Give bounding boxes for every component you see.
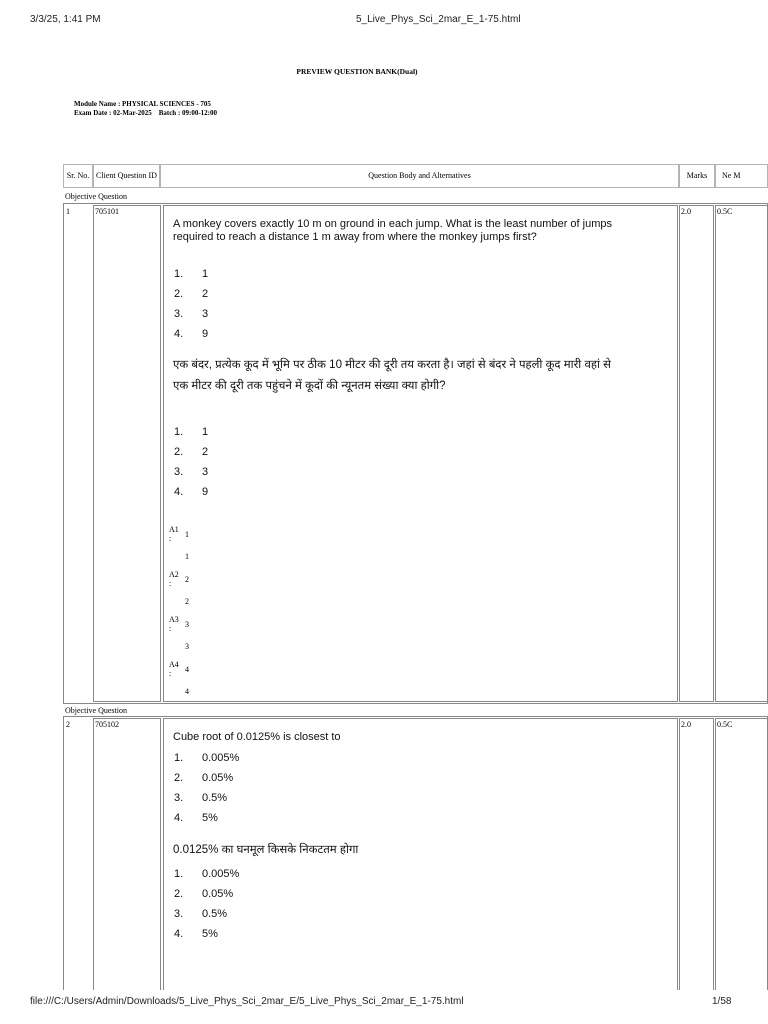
- header-sr-no: Sr. No.: [63, 164, 93, 188]
- print-file-path: file:///C:/Users/Admin/Downloads/5_Live_Phys_Sci_2mar_E/5_Live_Phys_Sci_2mar_E_1-75.html: [30, 996, 464, 1007]
- exam-date: Exam Date : 02-Mar-2025 Batch : 09:00-12:00: [74, 109, 218, 117]
- q1-option-hi-1: 1. 1: [174, 426, 209, 438]
- q1-option-en-4: 4. 9: [174, 328, 209, 340]
- q1-option-en-3: 3. 3: [174, 308, 209, 320]
- q1-option-hi-2: 2. 2: [174, 446, 209, 458]
- header-question-body: Question Body and Alternatives: [160, 164, 679, 188]
- q1-answer-label-3: A3 :: [169, 615, 179, 633]
- q2-option-hi-2: 2. 0.05%: [174, 888, 234, 900]
- q1-type: Objective Question: [65, 192, 127, 201]
- q1-answer-value-4a: 4: [185, 665, 189, 674]
- q1-sr-no: 1: [66, 207, 70, 216]
- q2-type: Objective Question: [65, 706, 127, 715]
- q1-answer-value-3b: 3: [185, 642, 189, 651]
- header-negative-marks: Ne M: [715, 164, 768, 188]
- print-doc-title: 5_Live_Phys_Sci_2mar_E_1-75.html: [356, 14, 521, 25]
- q2-option-hi-4: 4. 5%: [174, 928, 218, 940]
- q2-option-en-4: 4. 5%: [174, 812, 218, 824]
- q1-client-id: 705101: [95, 207, 119, 216]
- page-title: PREVIEW QUESTION BANK(Dual): [296, 67, 418, 76]
- q1-answer-value-2b: 2: [185, 597, 189, 606]
- q2-text-hi: 0.0125% का घनमूल किसके निकटतम होगा: [173, 844, 359, 856]
- q2-option-en-2: 2. 0.05%: [174, 772, 234, 784]
- q2-marks: 2.0: [681, 720, 691, 729]
- q2-option-hi-1: 1. 0.005%: [174, 868, 240, 880]
- q1-body-cell: [163, 205, 678, 702]
- header-client-id: Client Question ID: [93, 164, 160, 188]
- q1-answer-value-2a: 2: [185, 575, 189, 584]
- q2-option-hi-3: 3. 0.5%: [174, 908, 228, 920]
- module-name: Module Name : PHYSICAL SCIENCES - 705: [74, 100, 211, 108]
- q2-sr-no: 2: [66, 720, 70, 729]
- q1-id-cell: [93, 205, 161, 702]
- q2-marks-cell: [679, 718, 714, 990]
- q1-answer-label-4: A4 :: [169, 660, 179, 678]
- q1-answer-value-3a: 3: [185, 620, 189, 629]
- print-page-number: 1/58: [712, 996, 732, 1007]
- q1-neg-cell: [715, 205, 768, 702]
- print-datetime: 3/3/25, 1:41 PM: [30, 14, 101, 25]
- q1-answer-value-4b: 4: [185, 687, 189, 696]
- q1-option-hi-4: 4. 9: [174, 486, 209, 498]
- q2-option-en-3: 3. 0.5%: [174, 792, 228, 804]
- q2-id-cell: [93, 718, 161, 990]
- q1-marks: 2.0: [681, 207, 691, 216]
- q2-neg-cell: [715, 718, 768, 990]
- q1-marks-cell: [679, 205, 714, 702]
- q2-client-id: 705102: [95, 720, 119, 729]
- q2-option-en-1: 1. 0.005%: [174, 752, 240, 764]
- q1-option-en-1: 1. 1: [174, 268, 209, 280]
- q1-answer-label-2: A2 :: [169, 570, 179, 588]
- q2-negative-marks: 0.5C: [717, 720, 733, 729]
- q1-text-hi: एक बंदर, प्रत्येक कूद में भूमि पर ठीक 10 मीटर की दूरी तय करता है। जहां से बंदर ने पहली कूद मारी वहां से एक मीटर की दूरी तक पहुंचने में कूदों की न्यूनतम संख्या क्या होगी?: [173, 359, 611, 392]
- q1-answer-value-1b: 1: [185, 552, 189, 561]
- header-marks: Marks: [679, 164, 715, 188]
- q1-answer-value-1a: 1: [185, 530, 189, 539]
- q2-text-en: Cube root of 0.0125% is closest to: [173, 731, 341, 743]
- q1-text-en: A monkey covers exactly 10 m on ground in each jump. What is the least number of jumps required to reach a distance 1 m away from where the monkey jumps first?: [173, 218, 612, 243]
- q1-option-hi-3: 3. 3: [174, 466, 209, 478]
- q1-answer-label-1: A1 :: [169, 525, 179, 543]
- q1-negative-marks: 0.5C: [717, 207, 733, 216]
- q1-option-en-2: 2. 2: [174, 288, 209, 300]
